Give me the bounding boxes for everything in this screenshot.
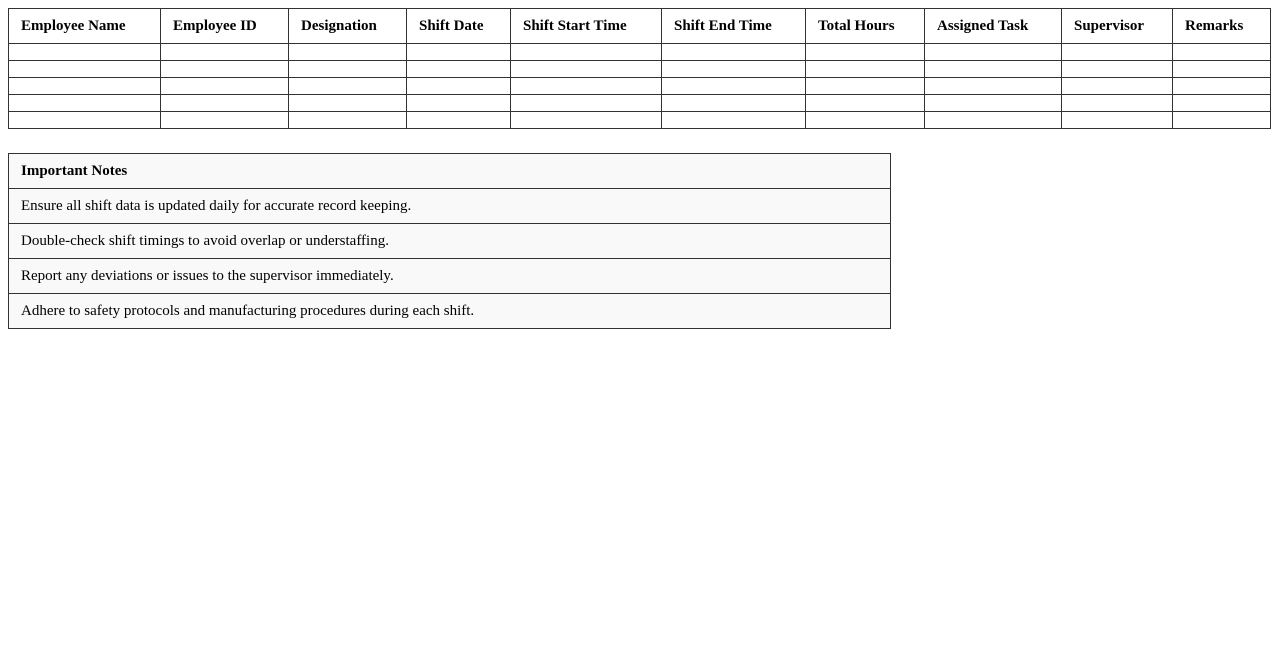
column-header-shift-date: Shift Date: [407, 9, 511, 44]
table-row: [9, 61, 1271, 78]
table-cell[interactable]: [407, 112, 511, 129]
table-cell[interactable]: [511, 95, 662, 112]
table-cell[interactable]: [161, 95, 289, 112]
list-item: [9, 189, 891, 224]
table-row: [9, 95, 1271, 112]
table-cell[interactable]: [662, 61, 806, 78]
important-notes-table: [8, 153, 891, 329]
table-row: [9, 112, 1271, 129]
table-cell[interactable]: [289, 44, 407, 61]
table-cell[interactable]: [806, 112, 925, 129]
column-header-remarks: Remarks: [1173, 9, 1271, 44]
table-cell[interactable]: [806, 44, 925, 61]
table-cell[interactable]: [662, 78, 806, 95]
table-cell[interactable]: [925, 112, 1062, 129]
table-cell[interactable]: [925, 78, 1062, 95]
list-item: [9, 259, 891, 294]
column-header-employee-name: Employee Name: [9, 9, 161, 44]
table-cell[interactable]: [511, 44, 662, 61]
table-cell[interactable]: [161, 44, 289, 61]
table-cell[interactable]: [925, 95, 1062, 112]
table-cell[interactable]: [925, 44, 1062, 61]
column-header-employee-id: Employee ID: [161, 9, 289, 44]
table-cell[interactable]: [1062, 78, 1173, 95]
table-cell[interactable]: [407, 95, 511, 112]
shift-table: [8, 8, 1271, 129]
note-item: Double-check shift timings to avoid overlap or understaffing.: [9, 224, 891, 259]
table-cell[interactable]: [511, 78, 662, 95]
table-cell[interactable]: [407, 78, 511, 95]
notes-header-row: [9, 154, 891, 189]
table-cell[interactable]: [9, 78, 161, 95]
table-cell[interactable]: [1173, 78, 1271, 95]
table-cell[interactable]: [511, 112, 662, 129]
page-content: [8, 8, 1271, 329]
table-cell[interactable]: [662, 95, 806, 112]
column-header-assigned-task: Assigned Task: [925, 9, 1062, 44]
list-item: [9, 224, 891, 259]
table-cell[interactable]: [806, 78, 925, 95]
table-cell[interactable]: [1173, 61, 1271, 78]
table-cell[interactable]: [1062, 112, 1173, 129]
table-cell[interactable]: [925, 61, 1062, 78]
table-row: [9, 44, 1271, 61]
table-cell[interactable]: [1173, 44, 1271, 61]
table-cell[interactable]: [9, 112, 161, 129]
table-cell[interactable]: [407, 44, 511, 61]
table-cell[interactable]: [1062, 95, 1173, 112]
table-cell[interactable]: [1173, 95, 1271, 112]
table-cell[interactable]: [1173, 112, 1271, 129]
table-cell[interactable]: [9, 95, 161, 112]
table-cell[interactable]: [1062, 61, 1173, 78]
table-cell[interactable]: [289, 78, 407, 95]
table-cell[interactable]: [1062, 44, 1173, 61]
table-cell[interactable]: [806, 61, 925, 78]
column-header-shift-start-time: Shift Start Time: [511, 9, 662, 44]
notes-title: Important Notes: [9, 154, 891, 189]
table-cell[interactable]: [161, 78, 289, 95]
table-cell[interactable]: [662, 112, 806, 129]
column-header-total-hours: Total Hours: [806, 9, 925, 44]
table-cell[interactable]: [289, 95, 407, 112]
note-item: Adhere to safety protocols and manufacturing procedures during each shift.: [9, 294, 891, 329]
table-cell[interactable]: [9, 61, 161, 78]
note-item: Ensure all shift data is updated daily for accurate record keeping.: [9, 189, 891, 224]
table-cell[interactable]: [161, 61, 289, 78]
column-header-shift-end-time: Shift End Time: [662, 9, 806, 44]
table-cell[interactable]: [806, 95, 925, 112]
shift-table-header-row: [9, 9, 1271, 44]
table-cell[interactable]: [161, 112, 289, 129]
note-item: Report any deviations or issues to the supervisor immediately.: [9, 259, 891, 294]
table-cell[interactable]: [9, 44, 161, 61]
column-header-designation: Designation: [289, 9, 407, 44]
table-cell[interactable]: [511, 61, 662, 78]
list-item: [9, 294, 891, 329]
table-cell[interactable]: [407, 61, 511, 78]
table-cell[interactable]: [289, 61, 407, 78]
table-row: [9, 78, 1271, 95]
table-cell[interactable]: [662, 44, 806, 61]
column-header-supervisor: Supervisor: [1062, 9, 1173, 44]
table-cell[interactable]: [289, 112, 407, 129]
